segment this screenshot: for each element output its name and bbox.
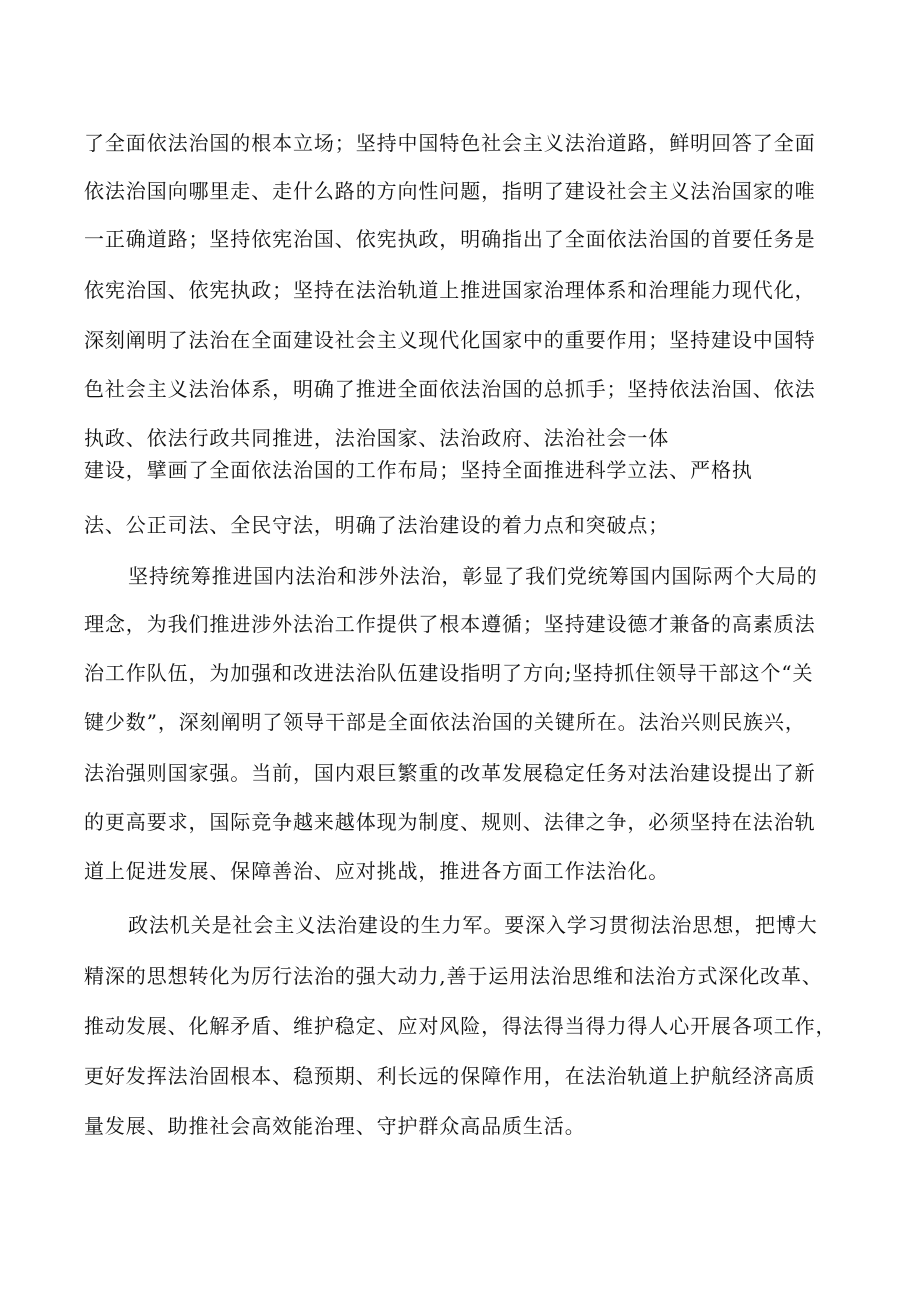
paragraph-2-line-2: 理念，为我们推进涉外法治工作提供了根本遵循；坚持建设德才兼备的高素质法 [84,612,816,636]
paragraph-1-line-4: 依宪治国、依宪执政；坚持在法治轨道上推进国家治理体系和治理能力现代化， [84,278,816,302]
paragraph-2-line-5: 法治强则国家强。当前，国内艰巨繁重的改革发展稳定任务对法治建设提出了新 [84,761,816,785]
paragraph-2-line-4: 键少数”，深刻阐明了领导干部是全面依法治国的关键所在。法治兴则民族兴， [84,710,806,734]
paragraph-2-line-1: 坚持统筹推进国内法治和涉外法治，彰显了我们党统筹国内国际两个大局的 [128,564,818,588]
paragraph-3-line-1: 政法机关是社会主义法治建设的生力军。要深入学习贯彻法治思想，把博大 [128,913,818,937]
paragraph-1-line-2: 依法治国向哪里走、走什么路的方向性问题，指明了建设社会主义法治国家的唯 [84,179,816,203]
paragraph-3-line-3: 推动发展、化解矛盾、维护稳定、应对风险，得法得当得力得人心开展各项工作， [84,1014,837,1038]
paragraph-1-line-5: 深刻阐明了法治在全面建设社会主义现代化国家中的重要作用；坚持建设中国特 [84,328,816,352]
paragraph-1-line-9: 法、公正司法、全民守法，明确了法治建设的着力点和突破点； [84,513,670,537]
paragraph-1-line-6: 色社会主义法治体系，明确了推进全面依法治国的总抓手；坚持依法治国、依法 [84,377,816,401]
paragraph-1-line-1: 了全面依法治国的根本立场；坚持中国特色社会主义法治道路，鲜明回答了全面 [84,131,816,155]
paragraph-1-line-8: 建设，擘画了全面依法治国的工作布局；坚持全面推进科学立法、严格执 [84,458,753,482]
paragraph-3-line-2: 精深的思想转化为厉行法治的强大动力,善于运用法治思维和法治方式深化改革、 [84,964,823,988]
paragraph-2-line-6: 的更高要求，国际竞争越来越体现为制度、规则、法律之争，必须坚持在法治轨 [84,810,816,834]
paragraph-2-line-3: 治工作队伍，为加强和改进法治队伍建设指明了方向;坚持抓住领导干部这个“关 [84,661,814,685]
paragraph-3-line-4: 更好发挥法治固根本、稳预期、利长远的保障作用，在法治轨道上护航经济高质 [84,1064,816,1088]
paragraph-1-line-3: 一正确道路；坚持依宪治国、依宪执政，明确指出了全面依法治国的首要任务是 [84,227,816,251]
paragraph-2-line-7: 道上促进发展、保障善治、应对挑战，推进各方面工作法治化。 [84,859,670,883]
paragraph-1-line-7: 执政、依法行政共同推进，法治国家、法治政府、法治社会一体 [84,426,670,450]
paragraph-3-line-5: 量发展、助推社会高效能治理、守护群众高品质生活。 [84,1114,586,1138]
